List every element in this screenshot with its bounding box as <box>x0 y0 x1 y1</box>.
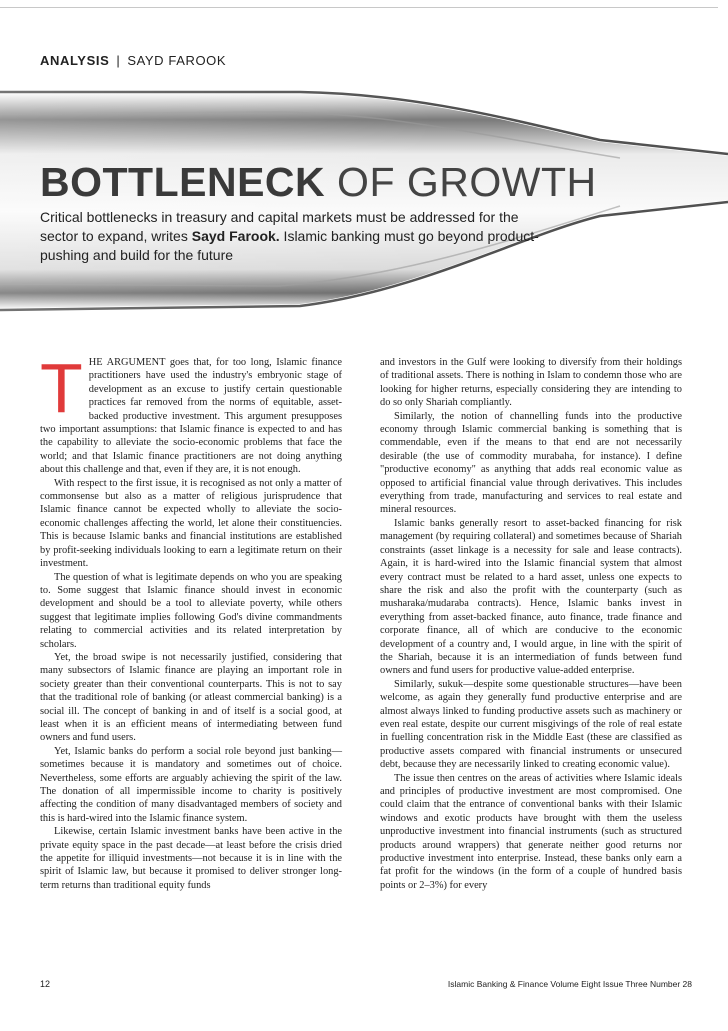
paragraph-text: HE ARGUMENT goes that, for too long, Islamic finance practitioners have used the industry's embryonic stage of development as an excuse to justify certain questionable practices far removed from the norms of equitable, asset-backed productive investment. This argument presupposes two important assumptions: that Islamic finance is expected to and has the capability to alleviate the socio-economic problems that face the world; and that Islamic finance practitioners are not doing anything about this challenge and that, even if they are, it is not enough. <box>40 357 342 476</box>
title-rest: OF GROWTH <box>325 159 597 205</box>
standfirst <box>40 208 560 265</box>
standfirst-part2: Islamic banking must go beyond product-pushing and build for the future <box>40 228 539 263</box>
paragraph: Similarly, sukuk—despite some questionable structures—have been welcome, as again they generally fund productive enterprise and are almost always linked to funding productive assets such as machinery or even real estate, despite our current misgivings of the role of real estate in fuelling concentration risk in the Middle East (these are classified as productive assets compared with financial instruments or unsecured debt, because they are necessarily linked to creating economic value). <box>380 678 682 771</box>
standfirst-part1: Critical bottlenecks in treasury and capital markets must be addressed for the sector to expand, writes <box>40 209 519 244</box>
paragraph: The question of what is legitimate depends on who you are speaking to. Some suggest that Islamic finance should invest in economic development and should be a tool to alleviate poverty, while others suggest that legitimate implies following God's divine commandments relating to commercial activities and its related interpretation by scholars. <box>40 571 342 650</box>
paragraph: and investors in the Gulf were looking to diversify from their holdings of traditional assets. There is nothing in Islam to condemn those who are looking for higher returns, especially considering they are intending to do so only Shariah compliantly. <box>380 357 682 409</box>
paragraph: Similarly, the notion of channelling funds into the productive economy through Islamic commercial banking is something that is commendable, even if the means to that end are not necessarily desirable (the use of commodity murabaha, for instance). I define "productive economy" as anything that adds real economic value as opposed to artificial financial value through derivatives. This includes everything from trade, manufacturing and services to real estate and mineral resources. <box>380 410 682 516</box>
journal-footer: Islamic Banking & Finance Volume Eight Issue Three Number 28 <box>447 979 692 989</box>
paragraph: Islamic banks generally resort to asset-backed financing for risk management (by requiring collateral) and sometimes because of Shariah constraints (asset linkage is a necessity for sale and lease contracts). Again, it is hard-wired into the Islamic financial system that almost every contract must be related to a hard asset, unless one expects to share the risk and also the profit with the counterparty (such as musharaka/mudaraba contracts). Hence, Islamic banks invest in everything from asset-backed finance, auto finance, trade finance and corporate finance, all of which are conducive to the economic development of a country and, I would argue, in line with the spirit of the Shariah, because it is an intermediation of funds between fund owners and fund users for productive value-added enterprise. <box>380 517 682 677</box>
left-column <box>40 349 342 892</box>
paragraph: With respect to the first issue, it is recognised as not only a matter of commonsense but also as a matter of religious jurisprudence that Islamic finance cannot be expected wholly to alleviate the socio-economic challenges affecting the world, let alone their constituencies. This is because Islamic banks and financial institutions are established by profit-seeking individuals looking to earn a legitimate return on their investment. <box>40 477 342 570</box>
paragraph: Yet, Islamic banks do perform a social role beyond just banking—sometimes because it is mandatory and sometimes out of choice. Nevertheless, some efforts are arguably achieving the spirit of the law. The donation of all impermissible income to charity is positively affecting the condition of many disadvantaged members of society and this is hard-wired into the Islamic finance system. <box>40 745 342 824</box>
section-label: ANALYSIS <box>40 53 110 68</box>
standfirst-author: Sayd Farook. <box>191 228 280 244</box>
right-column <box>380 356 682 892</box>
header-separator: | <box>116 53 121 68</box>
paragraph: Yet, the broad swipe is not necessarily justified, considering that many subsectors of Islamic finance are playing an important role in society greater than their conventional counterparts. This is not to say that the traditional role of banking (or atleast commercial banking) is a social ill. The concept of banking in and of itself is a social good, at least when it is an efficient means of intermediating between fund owners and fund users. <box>40 651 342 744</box>
header-author: SAYD FAROOK <box>127 53 227 68</box>
section-header <box>40 53 226 68</box>
article-title <box>40 159 597 205</box>
paragraph: Likewise, certain Islamic investment banks have been active in the private equity space in the past decade—at least before the crisis dried the appetite for illiquid investments—not because it is in line with the spirit of Islamic law, but because it promised to deliver stronger long-term returns than traditional equity funds <box>40 826 342 891</box>
drop-cap: T <box>40 349 83 427</box>
top-rule <box>0 7 718 8</box>
paragraph <box>40 349 342 477</box>
title-strong: BOTTLENECK <box>40 159 326 205</box>
page-number: 12 <box>40 979 51 989</box>
paragraph: The issue then centres on the areas of activities where Islamic ideals and principles of productive investment are most compromised. One could claim that the entrance of conventional banks with their Islamic windows and exotic products have brought with them the useless unproductive investment into financial instruments (such as structured products around wrappers) that generate neither good returns nor productive investment into enterprise. Instead, these banks only earn a fat profit for the windows (in the form of a couple of hundred basis points or 2–3%) for every <box>380 772 682 891</box>
